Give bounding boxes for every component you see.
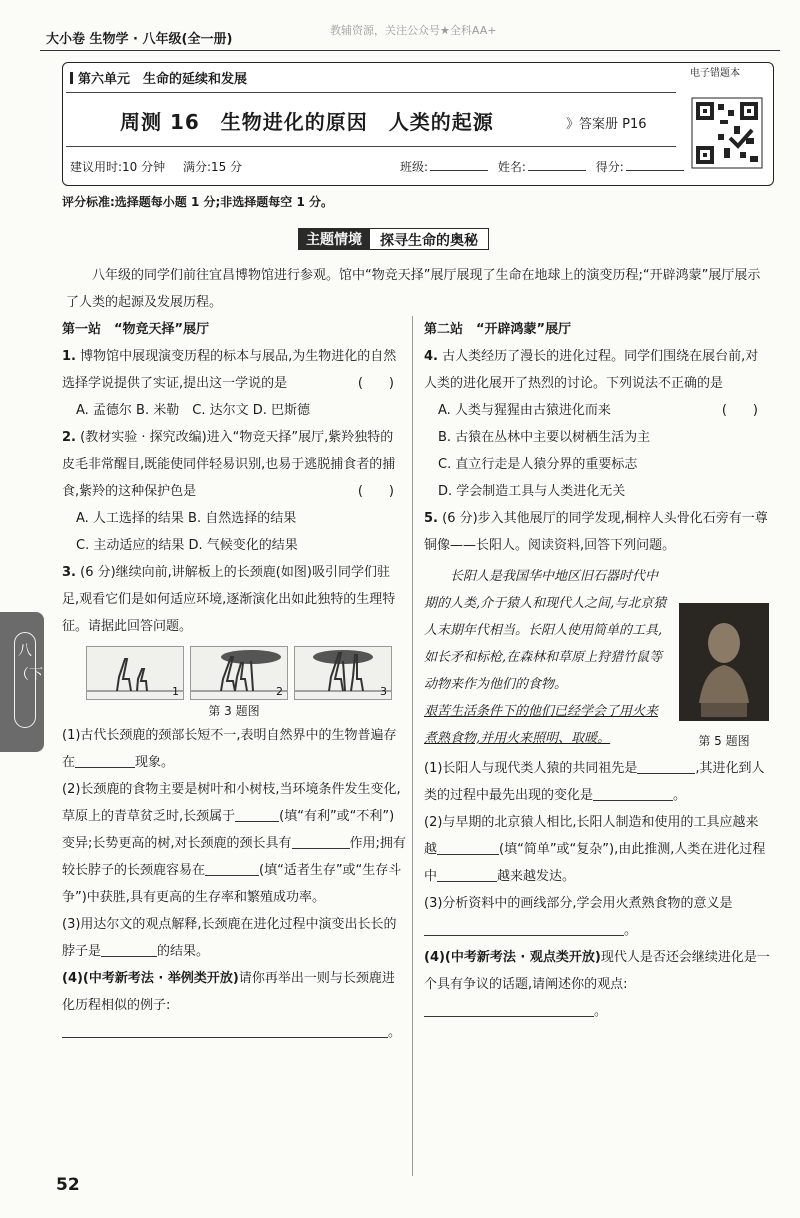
- bronze-bust-image: [679, 603, 769, 721]
- reading-material: [424, 563, 770, 755]
- header-rule: [40, 50, 780, 51]
- question-1: 1. 博物馆中展现演变历程的标本与展品,为生物进化的自然选择学说提供了实证,提出这一学说的是 ( ): [62, 343, 406, 397]
- q5-sub3: (3)分析资料中的画线部分,学会用火煮熟食物的意义是。: [424, 896, 733, 938]
- q5-blank-6[interactable]: [424, 1002, 594, 1017]
- name-label: 姓名:: [497, 160, 526, 174]
- fig-3-caption: 第 3 题图: [208, 704, 260, 718]
- theme-key: 主题情境: [298, 228, 370, 250]
- q1-answer-paren[interactable]: ( ): [357, 376, 394, 391]
- reading-underlined: 艰苦生活条件下的他们已经学会了用火来煮熟食物,并用火来照明、取暖。: [424, 704, 659, 746]
- q3-blank-6[interactable]: [62, 1023, 388, 1038]
- qr-label: 电子错题本: [690, 68, 740, 79]
- q3-blank-2[interactable]: [235, 807, 279, 822]
- question-2: 2. (教材实验 · 探究改编)进入“物竞天择”展厅,紫羚独特的皮毛非常醒目,既能使同伴轻易识别,也易于逃脱捕食者的捕食,紫羚的这种保护色是 ( ): [62, 424, 406, 505]
- name-field[interactable]: [528, 158, 586, 171]
- time-label: 建议用时:10 分钟: [70, 160, 166, 174]
- right-column: [424, 316, 770, 1025]
- reading-text: 长阳人是我国华中地区旧石器时代中期的人类,介于猿人和现代人之间,与北京猿人末期年代相当。长阳人使用简单的工具,如长矛和标枪,在森林和草原上狩猎竹鼠等动物来作为他们的食物。: [424, 569, 667, 692]
- q5-sub2: (2)与早期的北京猿人相比,长阳人制造和使用的工具应越来越 (填“简单”或“复杂”),由此推测,人类在进化过程中 越来越发达。: [424, 815, 766, 884]
- q5-blank-5[interactable]: [424, 921, 624, 936]
- giraffe-panel-3: [294, 646, 392, 700]
- question-3: 3. (6 分)继续向前,讲解板上的长颈鹿(如图)吸引同学们驻足,观看它们是如何适应环境,逐渐演化出如此独特的生理特征。请据此回答问题。: [62, 565, 396, 634]
- student-info-row: [400, 158, 690, 175]
- fig-5-caption: 第 5 题图: [698, 734, 750, 748]
- time-score-row: [70, 158, 242, 175]
- q3-sub4-line: 。: [62, 1019, 406, 1046]
- theme-banner: [298, 228, 489, 250]
- q2-answer-paren[interactable]: ( ): [357, 484, 394, 499]
- station-1-heading: 第一站 “物竞天择”展厅: [62, 322, 210, 337]
- q4-option-b: B. 古猿在丛林中主要以树栖生活为主: [438, 430, 651, 445]
- theme-value: 探寻生命的奥秘: [370, 228, 489, 250]
- card-rule-bottom: [66, 146, 676, 147]
- question-5: 5. (6 分)步入其他展厅的同学发现,桐梓人头骨化石旁有一尊铜像——长阳人。阅读资料,回答下列问题。: [424, 511, 768, 553]
- q3-blank-5[interactable]: [101, 942, 157, 957]
- promo-text: 教辅资源，关注公众号★全科AA+: [330, 24, 497, 37]
- page-number: 52: [56, 1175, 80, 1195]
- score-field[interactable]: [626, 158, 684, 171]
- fig-num-2: 2: [276, 685, 283, 698]
- q3-sub2: (2)长颈鹿的食物主要是树叶和小树枝,当环境条件发生变化,草原上的青草贫乏时,长颈属于 (填“有利”或“不利”)变异;长势更高的树,对长颈鹿的颈长具有 作用;拥有较长脖子的长颈鹿容易在 (填“适者生存”或“生存斗争”)中获胜,具有更高的生存率和繁殖成功率。: [62, 782, 406, 905]
- q5-blank-2[interactable]: [593, 786, 673, 801]
- card-rule-top: [66, 92, 676, 93]
- q5-sub4: (4)(中考新考法 · 观点类开放)现代人是否还会继续进化是一个具有争议的话题,请阐述你的观点:。: [424, 950, 770, 1019]
- unit-label: 第六单元 生命的延续和发展: [70, 68, 247, 87]
- qr-code-icon[interactable]: [690, 86, 764, 174]
- class-field[interactable]: [430, 158, 488, 171]
- giraffe-figure: [86, 646, 406, 700]
- q4-option-c: C. 直立行走是人猿分界的重要标志: [438, 457, 638, 472]
- fig-num-3: 3: [380, 685, 387, 698]
- book-title: 大小卷 生物学 · 八年级(全一册): [46, 32, 233, 47]
- q3-blank-3[interactable]: [292, 834, 350, 849]
- score-label: 得分:: [595, 160, 624, 174]
- q2-options-cd: C. 主动适应的结果 D. 气候变化的结果: [76, 538, 298, 553]
- station-2-heading: 第二站 “开辟鸿蒙”展厅: [424, 322, 572, 337]
- answer-reference[interactable]: 》答案册 P16: [566, 117, 647, 132]
- fig-num-1: 1: [172, 685, 179, 698]
- giraffe-panel-2: [190, 646, 288, 700]
- grade-side-label: 八（下）: [14, 632, 36, 728]
- q3-sub4: (4)(中考新考法 · 举例类开放)请你再举出一则与长颈鹿进化历程相似的例子:: [62, 971, 395, 1013]
- left-column: [62, 316, 406, 1046]
- q1-options: A. 孟德尔 B. 米勒 C. 达尔文 D. 巴斯德: [76, 403, 310, 418]
- q4-answer-paren[interactable]: ( ): [721, 403, 758, 418]
- scoring-criteria: 评分标准:选择题每小题 1 分;非选择题每空 1 分。: [62, 195, 334, 209]
- column-divider: [412, 316, 413, 1176]
- giraffe-panel-1: [86, 646, 184, 700]
- q3-sub1: (1)古代长颈鹿的颈部长短不一,表明自然界中的生物普遍存在 现象。: [62, 728, 397, 770]
- quiz-title: 周测 16 生物进化的原因 人类的起源: [120, 110, 494, 134]
- q2-options-ab: A. 人工选择的结果 B. 自然选择的结果: [76, 511, 297, 526]
- q5-blank-3[interactable]: [437, 840, 499, 855]
- q3-blank-4[interactable]: [205, 861, 259, 876]
- q3-sub3: (3)用达尔文的观点解释,长颈鹿在进化过程中演变出长长的脖子是 的结果。: [62, 917, 397, 959]
- intro-paragraph: 八年级的同学们前往宜昌博物馆进行参观。馆中“物竞天择”展厅展现了生命在地球上的演变历程;“开辟鸿蒙”展厅展示了人类的起源及发展历程。: [66, 268, 761, 310]
- q4-option-a: A. 人类与猩猩由古猿进化而来: [438, 403, 611, 418]
- q5-blank-1[interactable]: [637, 759, 695, 774]
- q5-sub1: (1)长阳人与现代类人猿的共同祖先是 ,其进化到人类的过程中最先出现的变化是 。: [424, 761, 765, 803]
- q3-blank-1[interactable]: [75, 753, 135, 768]
- bust-figure: [678, 603, 770, 751]
- full-score-label: 满分:15 分: [182, 160, 243, 174]
- class-label: 班级:: [400, 160, 429, 174]
- q5-blank-4[interactable]: [437, 867, 497, 882]
- question-4: 4. 古人类经历了漫长的进化过程。同学们围绕在展台前,对人类的进化展开了热烈的讨论。下列说法不正确的是 ( ): [424, 343, 770, 397]
- q4-option-d: D. 学会制造工具与人类进化无关: [438, 484, 626, 499]
